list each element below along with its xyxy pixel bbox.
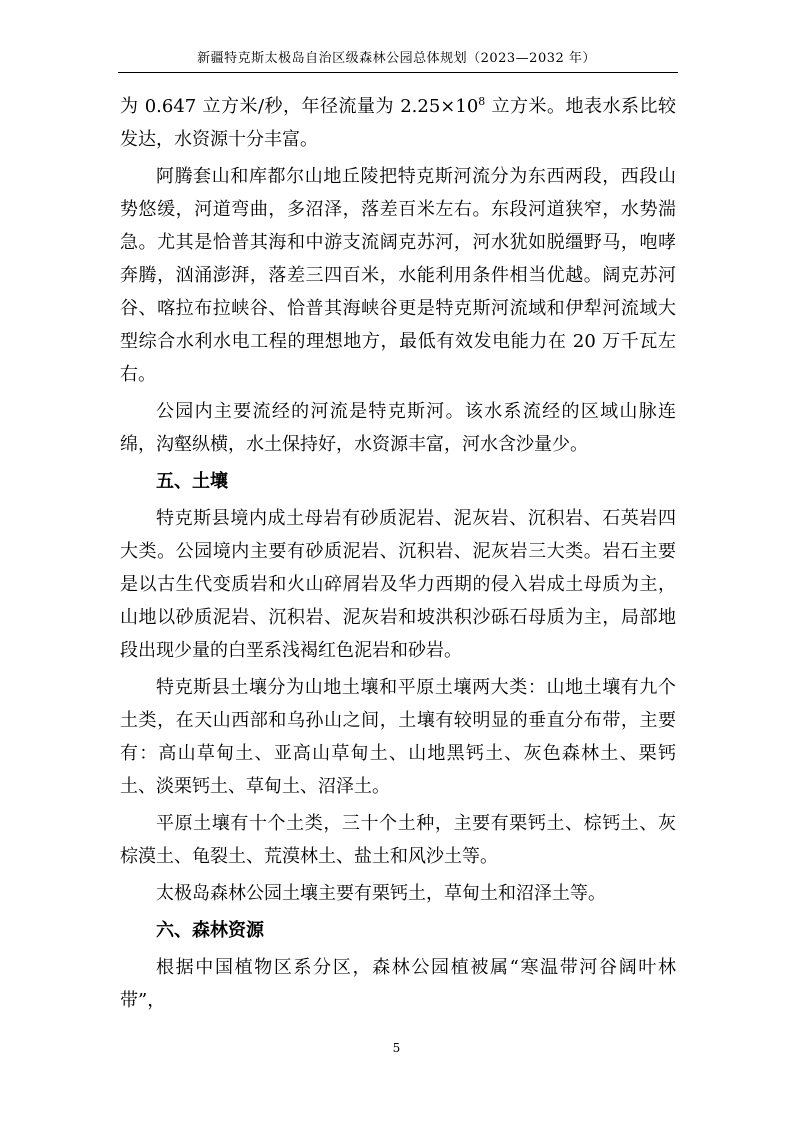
paragraph-parent-rock: 特克斯县境内成土母岩有砂质泥岩、泥灰岩、沉积岩、石英岩四大类。公园境内主要有砂质泥岩、沉积岩、泥灰岩三大类。岩石主要是以古生代变质岩和火山碎屑岩及华力西期的侵入岩成土母质为主，山地以砂质泥岩、沉积岩、泥灰岩和坡洪积沙砾石母质为主，局部地段出现少量的白垩系浅褐红色泥岩和砂岩。	[120, 508, 676, 661]
section-heading-forest: 六、森林资源	[156, 920, 264, 941]
page-number: 5	[392, 1041, 401, 1055]
page-body	[120, 90, 676, 1017]
running-header: 新疆特克斯太极岛自治区级森林公园总体规划（2023—2032 年）	[197, 51, 596, 66]
header-divider	[118, 72, 678, 73]
paragraph-plain-soil: 平原土壤有十个土类，三十个土种，主要有栗钙土、棕钙土、灰棕漠土、龟裂土、荒漠林土、盐土和风沙土等。	[120, 813, 676, 867]
paragraph-vegetation: 根据中国植物区系分区，森林公园植被属“寒温带河谷阔叶林带”，	[120, 957, 676, 1011]
paragraph-river-sections: 阿腾套山和库都尔山地丘陵把特克斯河流分为东西两段，西段山势悠缓，河道弯曲，多沼泽，落差百米左右。东段河道狭窄，水势湍急。尤其是恰普其海和中游支流阔克苏河，河水犹如脱缰野马，咆哮奔腾，汹涌澎湃，落差三四百米，水能利用条件相当优越。阔克苏河谷、喀拉布拉峡谷、恰普其海峡谷更是特克斯河流域和伊犁河流域大型综合水利水电工程的理想地方，最低有效发电能力在 20 万千瓦左右。	[120, 166, 676, 385]
flow-text-end: 立方米。地表水系比较发达，水资源十分丰富。	[120, 96, 676, 150]
section-heading-soil: 五、土壤	[156, 471, 228, 492]
paragraph-park-soil: 太极岛森林公园土壤主要有栗钙土，草甸土和沼泽土等。	[156, 883, 606, 904]
exponent: 8	[478, 95, 486, 108]
paragraph-mountain-soil: 特克斯县土壤分为山地土壤和平原土壤两大类：山地土壤有九个土类，在天山西部和乌孙山之间，土壤有较明显的垂直分布带，主要有：高山草甸土、亚高山草甸土、山地黑钙土、灰色森林土、栗钙土、淡栗钙土、草甸土、沼泽土。	[120, 677, 676, 797]
flow-text: 为 0.647 立方米/秒，年径流量为 2.25×10	[120, 96, 479, 117]
paragraph-park-river: 公园内主要流经的河流是特克斯河。该水系流经的区域山脉连绵，沟壑纵横，水土保持好，水资源丰富，河水含沙量少。	[120, 401, 676, 455]
paragraph-water-flow	[120, 90, 676, 156]
